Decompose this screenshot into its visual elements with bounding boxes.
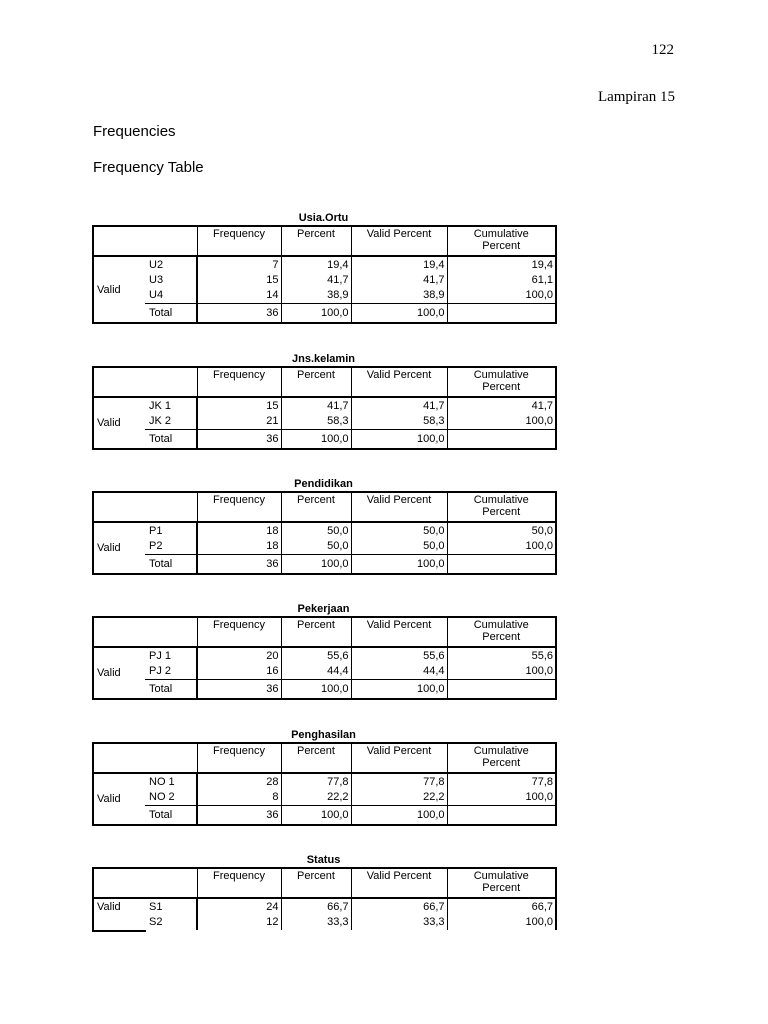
valid-percent-value: 41,7 (351, 397, 447, 414)
category-label: U3 (145, 273, 197, 288)
percent-value: 33,3 (281, 915, 351, 930)
frequency-table (92, 616, 557, 700)
total-row (93, 555, 556, 575)
table-title: Penghasilan (291, 729, 356, 741)
cumulative-percent-value: 100,0 (447, 664, 556, 680)
header-percent: Percent (281, 492, 351, 522)
frequency-value: 15 (266, 274, 279, 286)
header-stub (93, 226, 145, 256)
valid-label: Valid (93, 647, 145, 699)
frequency-table (92, 742, 557, 826)
percent-value: 58,3 (281, 414, 351, 430)
valid-percent-value: 41,7 (351, 273, 447, 288)
cumulative-percent-value: 100,0 (447, 288, 556, 304)
valid-percent-value: 50,0 (351, 522, 447, 539)
percent-value: 44,4 (281, 664, 351, 680)
table-cut-line (92, 930, 146, 932)
percent-value: 50,0 (281, 522, 351, 539)
header-frequency: Frequency (197, 492, 281, 522)
cumulative-percent-value: 41,7 (447, 397, 556, 414)
header-valid-percent: Valid Percent (351, 617, 447, 647)
valid-label: Valid (93, 773, 145, 825)
category-label: U2 (145, 256, 197, 273)
frequency-table-block (92, 602, 555, 700)
valid-label: Valid (93, 256, 145, 323)
total-label: Total (145, 304, 197, 324)
total-valid-percent: 100,0 (351, 304, 447, 324)
header-valid-percent: Valid Percent (351, 226, 447, 256)
total-cumulative-empty (447, 806, 556, 826)
valid-percent-value: 50,0 (351, 539, 447, 555)
header-percent: Percent (281, 868, 351, 898)
frequency-value: 28 (266, 776, 279, 788)
percent-value: 50,0 (281, 539, 351, 555)
header-cumulative-percent (447, 617, 556, 647)
frequency-table (92, 225, 557, 324)
frequency-value: 18 (266, 540, 279, 552)
header-valid-percent: Valid Percent (351, 492, 447, 522)
header-cumulative-line2: Percent (482, 631, 521, 643)
category-label: PJ 1 (145, 647, 197, 664)
table-row (93, 539, 556, 555)
total-percent: 100,0 (281, 430, 351, 450)
cumulative-percent-value: 61,1 (447, 273, 556, 288)
frequency-value: 24 (266, 901, 279, 913)
total-frequency: 36 (197, 680, 281, 700)
percent-value: 41,7 (281, 273, 351, 288)
frequency-table-block (92, 853, 555, 930)
header-cumulative-line1: Cumulative (473, 228, 529, 240)
total-label: Total (145, 806, 197, 826)
header-cumulative-line1: Cumulative (473, 870, 529, 882)
category-label: JK 2 (145, 414, 197, 430)
table-row (93, 898, 556, 915)
table-row (93, 522, 556, 539)
header-frequency: Frequency (197, 226, 281, 256)
header-stub (93, 617, 145, 647)
frequency-value: 18 (266, 525, 279, 537)
header-percent: Percent (281, 743, 351, 773)
category-label: NO 2 (145, 790, 197, 806)
total-frequency: 36 (197, 806, 281, 826)
frequency-value: 21 (266, 415, 279, 427)
cumulative-percent-value: 55,6 (447, 647, 556, 664)
header-valid-percent: Valid Percent (351, 743, 447, 773)
total-percent: 100,0 (281, 806, 351, 826)
frequency-value: 16 (266, 665, 279, 677)
table-row (93, 915, 556, 930)
total-valid-percent: 100,0 (351, 680, 447, 700)
category-label: S2 (145, 915, 197, 930)
header-row (93, 743, 556, 773)
table-title: Pekerjaan (297, 603, 350, 615)
total-percent: 100,0 (281, 304, 351, 324)
total-valid-percent: 100,0 (351, 555, 447, 575)
header-cumulative-line2: Percent (482, 381, 521, 393)
cumulative-percent-value: 100,0 (447, 915, 556, 930)
valid-percent-value: 44,4 (351, 664, 447, 680)
frequency-table-block (92, 728, 555, 826)
header-frequency: Frequency (197, 868, 281, 898)
table-row (93, 664, 556, 680)
total-row (93, 430, 556, 450)
table-row (93, 647, 556, 664)
total-frequency: 36 (197, 430, 281, 450)
header-cumulative-percent (447, 226, 556, 256)
heading-frequency-table: Frequency Table (93, 159, 204, 176)
header-stub (93, 743, 145, 773)
header-cumulative-percent (447, 492, 556, 522)
appendix-label: Lampiran 15 (597, 89, 675, 105)
table-row (93, 397, 556, 414)
percent-value: 66,7 (281, 898, 351, 915)
header-row (93, 868, 556, 898)
header-stub (93, 492, 145, 522)
table-row (93, 414, 556, 430)
table-row (93, 273, 556, 288)
category-label: JK 1 (145, 397, 197, 414)
total-percent: 100,0 (281, 680, 351, 700)
valid-percent-value: 33,3 (351, 915, 447, 930)
header-cumulative-line2: Percent (482, 882, 521, 894)
frequency-table (92, 366, 557, 450)
table-row (93, 773, 556, 790)
valid-label: Valid (93, 397, 145, 449)
percent-value: 41,7 (281, 397, 351, 414)
cumulative-percent-value: 100,0 (447, 414, 556, 430)
cumulative-percent-value: 77,8 (447, 773, 556, 790)
total-label: Total (145, 555, 197, 575)
header-frequency: Frequency (197, 617, 281, 647)
header-stub (145, 226, 197, 256)
category-label: P1 (145, 522, 197, 539)
header-cumulative-line1: Cumulative (473, 745, 529, 757)
total-percent: 100,0 (281, 555, 351, 575)
header-stub (145, 743, 197, 773)
valid-stub (93, 915, 145, 930)
header-percent: Percent (281, 226, 351, 256)
total-frequency: 36 (197, 555, 281, 575)
total-label: Total (145, 430, 197, 450)
header-valid-percent: Valid Percent (351, 868, 447, 898)
header-percent: Percent (281, 367, 351, 397)
total-row (93, 806, 556, 826)
valid-percent-value: 58,3 (351, 414, 447, 430)
header-frequency: Frequency (197, 743, 281, 773)
table-row (93, 288, 556, 304)
valid-percent-value: 66,7 (351, 898, 447, 915)
cumulative-percent-value: 66,7 (447, 898, 556, 915)
total-valid-percent: 100,0 (351, 430, 447, 450)
percent-value: 22,2 (281, 790, 351, 806)
percent-value: 77,8 (281, 773, 351, 790)
header-stub (145, 617, 197, 647)
total-label: Total (145, 680, 197, 700)
header-cumulative-line1: Cumulative (473, 369, 529, 381)
header-cumulative-percent (447, 367, 556, 397)
frequency-table-block (92, 211, 555, 324)
header-cumulative-line2: Percent (482, 506, 521, 518)
frequency-table (92, 867, 557, 930)
frequency-value: 15 (266, 400, 279, 412)
valid-percent-value: 38,9 (351, 288, 447, 304)
header-row (93, 226, 556, 256)
total-cumulative-empty (447, 430, 556, 450)
header-cumulative-line1: Cumulative (473, 494, 529, 506)
header-row (93, 617, 556, 647)
header-stub (145, 492, 197, 522)
table-title: Pendidikan (294, 478, 353, 490)
category-label: PJ 2 (145, 664, 197, 680)
percent-value: 38,9 (281, 288, 351, 304)
header-stub (93, 367, 145, 397)
table-title: Jns.kelamin (292, 353, 355, 365)
frequency-table-block (92, 477, 555, 575)
frequency-value: 8 (272, 791, 279, 803)
total-row (93, 680, 556, 700)
cumulative-percent-value: 50,0 (447, 522, 556, 539)
header-cumulative-percent (447, 743, 556, 773)
header-row (93, 367, 556, 397)
cumulative-percent-value: 100,0 (447, 539, 556, 555)
heading-frequencies: Frequencies (93, 123, 176, 140)
header-valid-percent: Valid Percent (351, 367, 447, 397)
total-valid-percent: 100,0 (351, 806, 447, 826)
percent-value: 55,6 (281, 647, 351, 664)
header-frequency: Frequency (197, 367, 281, 397)
valid-percent-value: 55,6 (351, 647, 447, 664)
total-cumulative-empty (447, 304, 556, 324)
frequency-value: 12 (266, 916, 279, 928)
header-cumulative-line2: Percent (482, 757, 521, 769)
valid-label: Valid (93, 522, 145, 574)
header-stub (145, 868, 197, 898)
header-cumulative-line1: Cumulative (473, 619, 529, 631)
cumulative-percent-value: 19,4 (447, 256, 556, 273)
page-number: 122 (651, 42, 674, 58)
frequency-table (92, 491, 557, 575)
valid-label: Valid (93, 898, 145, 915)
table-title: Usia.Ortu (298, 212, 349, 224)
header-cumulative-line2: Percent (482, 240, 521, 252)
total-frequency: 36 (197, 304, 281, 324)
frequency-value: 20 (266, 650, 279, 662)
valid-percent-value: 19,4 (351, 256, 447, 273)
category-label: P2 (145, 539, 197, 555)
table-title: Status (306, 854, 341, 866)
header-cumulative-percent (447, 868, 556, 898)
cumulative-percent-value: 100,0 (447, 790, 556, 806)
header-row (93, 492, 556, 522)
total-row (93, 304, 556, 324)
table-row (93, 790, 556, 806)
header-percent: Percent (281, 617, 351, 647)
total-cumulative-empty (447, 680, 556, 700)
valid-percent-value: 22,2 (351, 790, 447, 806)
frequency-value: 7 (272, 259, 279, 271)
total-cumulative-empty (447, 555, 556, 575)
header-stub (93, 868, 145, 898)
valid-percent-value: 77,8 (351, 773, 447, 790)
category-label: S1 (145, 898, 197, 915)
category-label: U4 (145, 288, 197, 304)
header-stub (145, 367, 197, 397)
percent-value: 19,4 (281, 256, 351, 273)
table-row (93, 256, 556, 273)
frequency-value: 14 (266, 289, 279, 301)
category-label: NO 1 (145, 773, 197, 790)
frequency-table-block (92, 352, 555, 450)
